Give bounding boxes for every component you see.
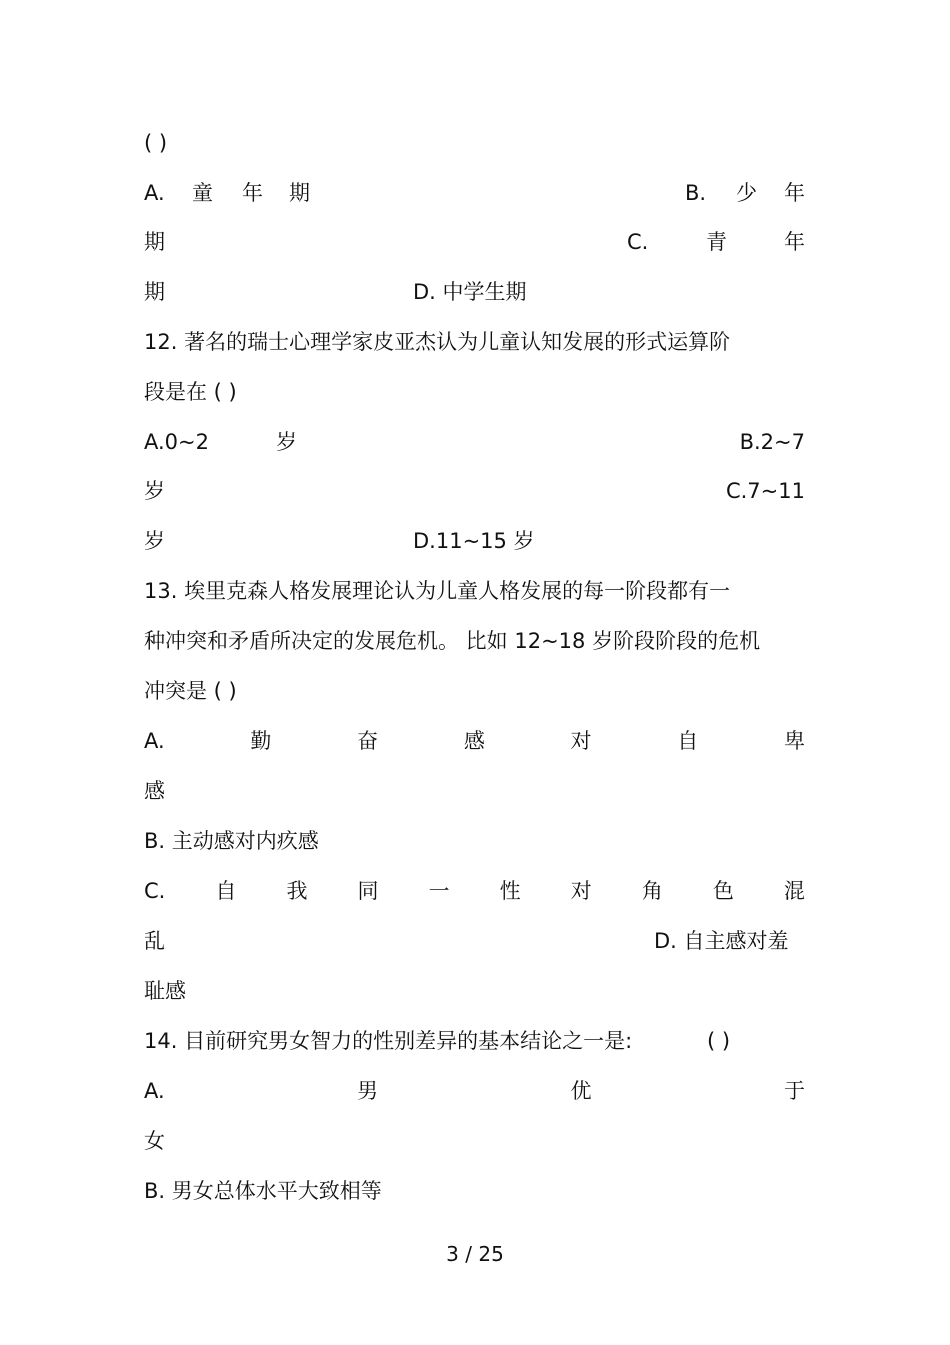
q11-options-row1 [144, 178, 805, 208]
q11-option-a-char: 童 [192, 181, 213, 205]
q12-options-row3 [144, 526, 805, 556]
q11-option-a-letter: A. [144, 181, 165, 205]
q13-option-c-char: 角 [641, 879, 663, 903]
q13-option-c-char: 自 [215, 879, 237, 903]
q12-option-a-unit: 岁 [276, 430, 297, 454]
q11-option-c-end: 期 [144, 280, 165, 304]
q13-option-c-char: 我 [286, 879, 308, 903]
q12-option-d: D.11~15 岁 [413, 529, 535, 553]
q14-option-a-row [144, 1076, 805, 1106]
q13-option-a-char: 对 [570, 729, 592, 753]
q12-options-row1 [144, 427, 805, 457]
q14-option-a-char: 男 [357, 1079, 379, 1103]
q12-option-a: A.0~2 [144, 430, 209, 454]
q13-option-c-char: 对 [570, 879, 592, 903]
q11-option-b-char: 少 [736, 181, 757, 205]
q13-stem-line3: 冲突是 ( ) [144, 679, 237, 703]
q13-option-a-char: 奋 [357, 729, 379, 753]
q11-paren: ( ) [144, 131, 168, 155]
q11-option-a-char: 期 [289, 181, 310, 205]
q11-options-row3 [144, 277, 805, 307]
q14-stem-line1 [144, 1026, 805, 1056]
q12-option-c: C.7~11 [725, 479, 805, 503]
q13-option-c-char: 混 [783, 879, 805, 903]
q13-stem-line2: 种冲突和矛盾所决定的发展危机。 比如 12~18 岁阶段阶段的危机 [144, 629, 761, 653]
q12-stem-line2: 段是在 ( ) [144, 380, 237, 404]
q13-option-c-char: 一 [428, 879, 450, 903]
q12-option-b: B.2~7 [739, 430, 805, 454]
q13-option-a-end: 感 [144, 779, 165, 803]
q13-option-a-row [144, 726, 805, 756]
q12-stem-line1: 12. 著名的瑞士心理学家皮亚杰认为儿童认知发展的形式运算阶 [144, 330, 731, 354]
q13-option-a-char: 勤 [250, 729, 272, 753]
q13-option-c-char: 色 [712, 879, 734, 903]
q11-option-b-end: 期 [144, 230, 165, 254]
q13-option-a-letter: A. [144, 729, 165, 753]
q12-options-row2 [144, 476, 805, 506]
q11-option-c-char: 青 [706, 230, 727, 254]
q14-stem-paren: ( ) [707, 1029, 731, 1053]
q12-option-c-unit: 岁 [144, 529, 165, 553]
q13-option-c-row [144, 876, 805, 906]
q11-option-c-char: 年 [784, 230, 805, 254]
q13-option-a-char: 卑 [783, 729, 805, 753]
q11-option-b-letter: B. [685, 181, 707, 205]
q11-option-d: D. 中学生期 [413, 280, 527, 304]
q13-option-b: B. 主动感对内疚感 [144, 829, 319, 853]
q12-option-b-unit: 岁 [144, 479, 165, 503]
q13-option-a-char: 自 [677, 729, 699, 753]
q13-option-c-row2 [144, 926, 805, 956]
q14-option-b: B. 男女总体水平大致相等 [144, 1179, 382, 1203]
q13-option-c-char: 性 [499, 879, 521, 903]
q13-option-d: D. 自主感对羞 [654, 929, 789, 953]
page-number: 3 / 25 [446, 1242, 504, 1266]
q13-option-c-char: 同 [357, 879, 379, 903]
q13-option-d-end: 耻感 [144, 979, 186, 1003]
q14-stem-text: 14. 目前研究男女智力的性别差异的基本结论之一是: [144, 1029, 633, 1053]
q13-option-c-end: 乱 [144, 929, 165, 953]
q14-option-a-char: 于 [783, 1079, 805, 1103]
q13-option-a-char: 感 [463, 729, 485, 753]
q13-option-c-letter: C. [144, 879, 166, 903]
q11-option-b-char: 年 [784, 181, 805, 205]
q14-option-a-letter: A. [144, 1079, 165, 1103]
q14-option-a-end: 女 [144, 1129, 165, 1153]
q13-stem-line1: 13. 埃里克森人格发展理论认为儿童人格发展的每一阶段都有一 [144, 579, 731, 603]
q11-option-c-letter: C. [627, 230, 649, 254]
q11-options-row2 [144, 227, 805, 257]
q11-option-a-char: 年 [242, 181, 263, 205]
q14-option-a-char: 优 [570, 1079, 592, 1103]
